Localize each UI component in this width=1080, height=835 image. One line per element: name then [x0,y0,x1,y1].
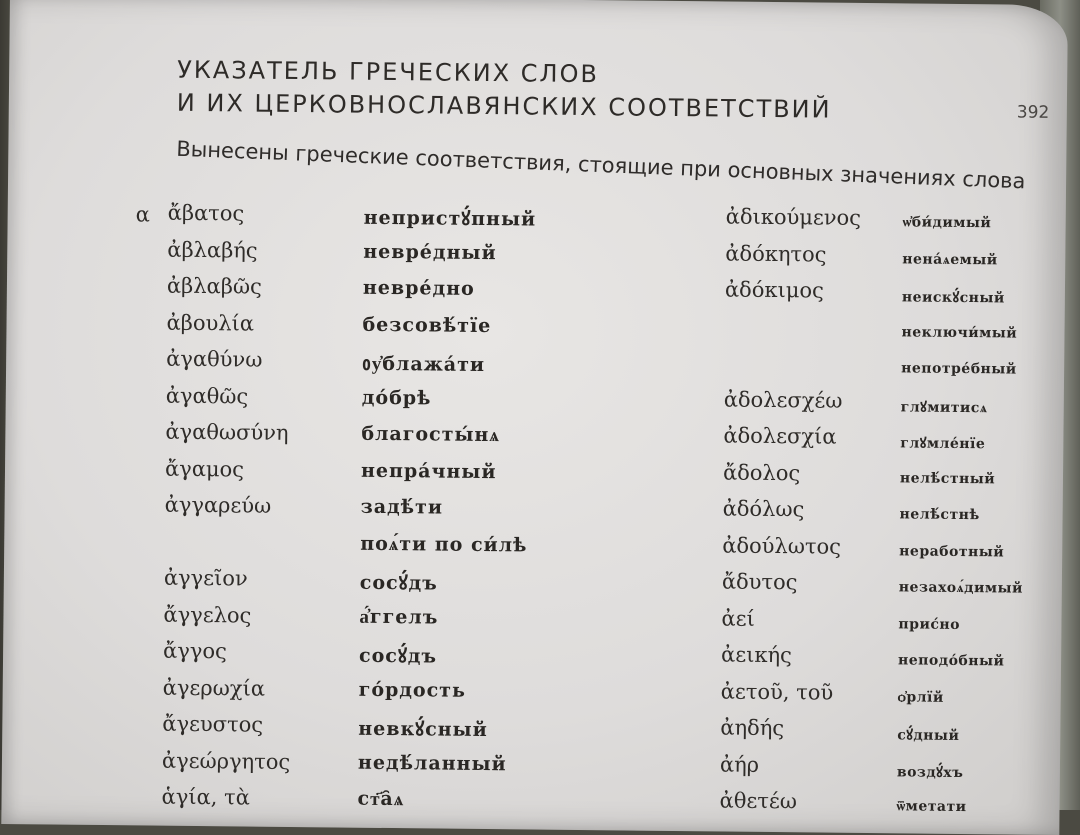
greek-word: ἀδόκητος [725,241,827,267]
greek-word: ἀδολεσχέω [723,386,843,413]
greek-word: ἀγεώργητος [161,748,291,774]
slavonic-word: нена́ѧемый [902,250,998,268]
page-title-line1: УКАЗАТЕЛЬ ГРЕЧЕСКИХ СЛОВ [177,55,600,89]
greek-word: ἀγερωχία [162,675,266,701]
slavonic-word: непотре́бный [901,360,1017,378]
slavonic-word: сосꙋ́дъ [358,644,438,668]
greek-word: ἄγευστος [162,711,264,737]
slavonic-word: сосꙋ́дъ [359,571,438,595]
greek-word: ἄβατος [167,200,245,226]
greek-word: ἄδολος [722,459,801,485]
slavonic-word: неискꙋ́сный [901,289,1005,307]
slavonic-word: а҆́ггелъ [359,605,439,629]
slavonic-word: сꙋ́дный [897,727,960,744]
slavonic-word: ѻ҆рлїй [897,688,944,706]
greek-word: ἁγία, τὰ [161,784,251,810]
slavonic-word: невре́дный [363,240,497,264]
greek-word: ἄδυτος [721,569,798,595]
greek-word: ἀθετέω [719,788,798,814]
slavonic-word: неподо́бный [897,652,1005,670]
slavonic-word: прис́но [898,615,961,633]
slavonic-word: неработный [899,542,1005,560]
slavonic-word: воздꙋ́хъ [896,763,964,781]
greek-word: ἀβουλία [166,310,255,336]
greek-word: ἀηδής [720,715,785,741]
greek-word: ἀεί [721,605,755,631]
slavonic-word: непристꙋ́пный [363,206,537,231]
greek-word: ἀγαθύνω [166,346,263,372]
slavonic-word: ст҃а̑ѧ [357,787,405,811]
slavonic-word: недѣ́ланный [357,751,507,775]
slavonic-word: безсовѣ́тїе [362,313,492,337]
greek-word: ἀήρ [719,751,760,777]
slavonic-word: нелѣ́стный [899,469,996,487]
slavonic-word: задѣ́ти [360,495,444,519]
greek-word: ἀδόλως [722,496,805,522]
slavonic-word: до́брѣ [361,386,432,409]
slavonic-word: невре́дно [362,276,475,300]
section-letter: α [135,202,151,227]
greek-word: ἀβλαβῶς [166,273,262,299]
slavonic-word: глꙋмле́нїе [900,435,986,453]
slavonic-word: незахоѧ́димый [898,579,1024,597]
slavonic-word: нелѣ́стнѣ [899,506,980,524]
greek-word: ἄγαμος [164,456,245,481]
greek-word: ἄγγελος [163,602,252,628]
greek-word: ἀγαθωσύνη [165,419,289,445]
greek-word: ἀγγαρεύω [164,492,272,518]
slavonic-word: неключи́мый [901,323,1018,342]
slavonic-word: ѿметати [896,798,967,816]
slavonic-word: ᲂу҆блажа́ти [362,352,486,376]
page-title-line2: И ИХ ЦЕРКОВНОСЛАВЯНСКИХ СООТВЕТСТВИЙ [176,88,832,124]
slavonic-word: благосты́нѧ [361,422,501,447]
book-page [1,0,1068,835]
greek-word: ἀετοῦ, τοῦ [720,678,834,705]
slavonic-word: невкꙋ́сный [358,717,488,742]
slavonic-word: непра́чный [360,459,497,483]
greek-word: ἀβλαβής [167,237,258,263]
slavonic-word: глꙋмитисѧ [900,398,988,416]
slavonic-word: ѡ҆би́димый [902,214,992,232]
page-number: 392 [1016,102,1050,123]
page-subtitle: Вынесены греческие соответствия, стоящие при основных значениях слова [175,136,1026,194]
greek-word: ἀγαθῶς [165,383,249,409]
slavonic-word: поѧ́ти по си́лѣ [360,532,528,556]
greek-word: ἀδόκιμος [724,277,824,303]
slavonic-word: го́рдость [358,678,467,702]
greek-word: ἄγγος [163,638,227,664]
greek-word: ἀγγεῖον [163,565,248,591]
greek-word: ἀεικής [720,642,793,668]
greek-word: ἀδικούμενος [725,204,862,230]
greek-word: ἀδούλωτος [722,532,842,559]
greek-word: ἀδολεσχία [723,423,837,449]
